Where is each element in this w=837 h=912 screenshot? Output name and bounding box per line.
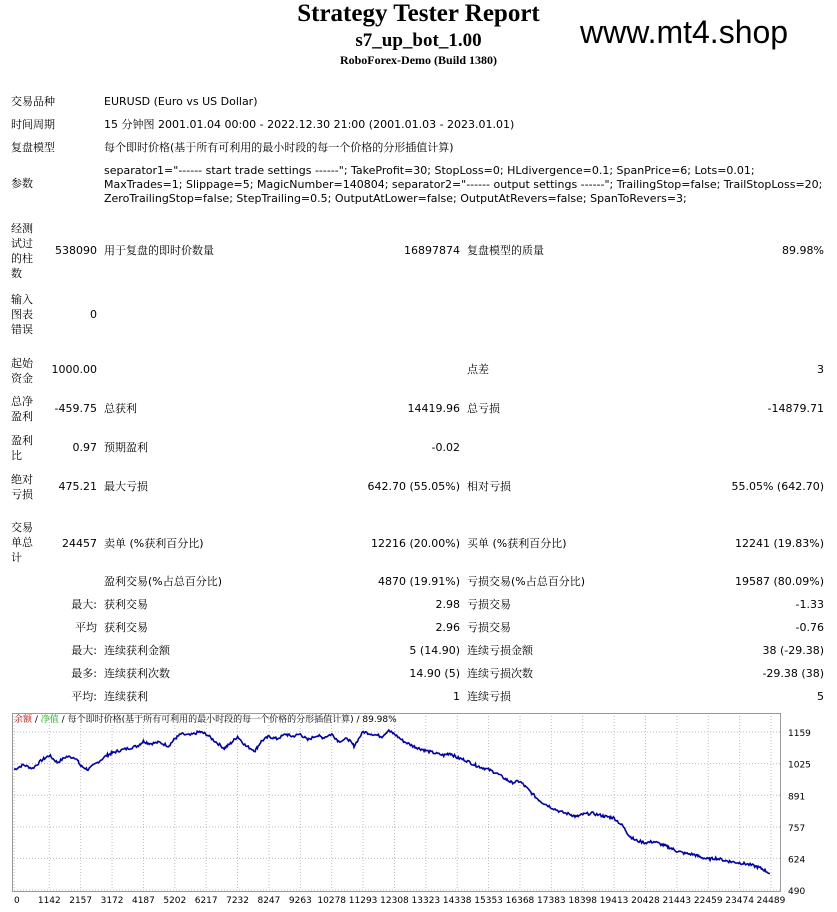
gross-loss-value: -14879.71 [767, 402, 824, 415]
legend-model: 每个即时价格(基于所有可利用的最小时段的每一个价格的分形插值计算) [67, 715, 354, 725]
x-tick-label: 12308 [380, 896, 409, 906]
long-trades-label: 买单 (%获利百分比) [467, 537, 567, 550]
spread-label: 点差 [467, 363, 489, 376]
short-trades-value: 12216 (20.00%) [370, 537, 460, 550]
avg-consec-losses-value: 5 [817, 690, 824, 703]
ticks-value: 16897874 [404, 244, 460, 257]
y-tick-label: 891 [788, 792, 806, 803]
average-profit-label: 获利交易 [104, 621, 148, 634]
max-consec-losses-value: 38 (-29.38) [762, 644, 824, 657]
symbol-label: 交易品种 [11, 95, 55, 108]
gross-profit-label: 总获利 [104, 402, 137, 415]
largest-profit-label: 获利交易 [104, 598, 148, 611]
net-profit-label: 总净盈利 [11, 395, 33, 423]
server-name: RoboForex-Demo (Build 1380) [339, 53, 498, 67]
y-tick-label: 1025 [788, 760, 811, 771]
x-tick-label: 23474 [725, 896, 754, 906]
report-title: Strategy Tester Report [297, 0, 540, 27]
y-tick-label: 1159 [788, 729, 811, 739]
long-trades-value: 12241 (19.83%) [734, 537, 824, 550]
params-label: 参数 [11, 177, 33, 190]
period-label: 时间周期 [11, 118, 55, 131]
loss-trades-label: 亏损交易(%占总百分比) [467, 575, 586, 588]
balance-chart-frame [12, 713, 781, 892]
largest-loss-value: -1.33 [795, 598, 824, 611]
total-trades-value: 24457 [62, 537, 97, 550]
avg-consec-wins-value: 1 [453, 690, 460, 703]
x-tick-label: 9263 [288, 896, 312, 906]
average-loss-label: 亏损交易 [467, 621, 511, 634]
x-tick-label: 13323 [411, 896, 441, 906]
x-tick-label: 14338 [442, 896, 472, 906]
rel-drawdown-label: 相对亏损 [467, 480, 511, 493]
x-tick-label: 16368 [505, 896, 535, 906]
x-tick-label: 4187 [131, 896, 155, 906]
average-profit-value: 2.96 [435, 621, 460, 634]
profit-factor-label: 盈利比 [11, 434, 33, 462]
max-consec-losses-label: 连续亏损金额 [467, 644, 533, 657]
watermark-text: www.mt4.shop [580, 14, 789, 50]
most-consec-prefix: 最多: [71, 667, 97, 680]
max-drawdown-value: 642.70 (55.05%) [367, 480, 460, 493]
avg-consec-wins-label: 连续获利 [104, 690, 148, 703]
bars-value: 538090 [55, 244, 97, 257]
x-tick-label: 0 [14, 896, 20, 906]
short-trades-label: 卖单 (%获利百分比) [104, 537, 204, 550]
model-value: 每个即时价格(基于所有可利用的最小时段的每一个价格的分形插值计算) [104, 141, 454, 154]
total-trades-label: 交易单总计 [11, 521, 33, 564]
x-tick-label: 11293 [348, 896, 378, 906]
legend-equity: 净值 [40, 715, 59, 725]
quality-label: 复盘模型的质量 [467, 244, 544, 257]
x-tick-label: 10278 [317, 896, 347, 906]
max-consec-wins-value: 5 (14.90) [409, 644, 460, 657]
legend-balance: 余额 [14, 715, 33, 725]
x-tick-label: 15353 [474, 896, 503, 906]
errors-label: 输入图表错误 [11, 293, 33, 336]
x-tick-label: 3172 [100, 896, 124, 906]
y-tick-label: 624 [788, 855, 806, 866]
x-tick-label: 20428 [631, 896, 660, 906]
errors-value: 0 [90, 308, 97, 321]
most-consec-profit-value: 14.90 (5) [409, 667, 460, 680]
profit-factor-value: 0.97 [72, 441, 97, 454]
legend-sep: / [58, 715, 68, 725]
gross-loss-label: 总亏损 [467, 402, 500, 415]
legend-quality: 89.98% [362, 715, 397, 725]
max-drawdown-label: 最大亏损 [104, 480, 148, 493]
average-loss-value: -0.76 [795, 621, 824, 634]
y-tick-label: 757 [788, 823, 806, 834]
largest-profit-value: 2.98 [435, 598, 460, 611]
x-tick-label: 7232 [226, 896, 250, 906]
chart-legend [14, 714, 397, 726]
symbol-value: EURUSD (Euro vs US Dollar) [104, 95, 258, 108]
x-tick-label: 21443 [662, 896, 692, 906]
x-tick-label: 24489 [756, 896, 786, 906]
model-label: 复盘模型 [11, 141, 55, 154]
deposit-label: 起始资金 [11, 357, 33, 385]
y-tick-label: 490 [788, 887, 806, 897]
largest-prefix: 最大: [71, 598, 97, 611]
ea-name: s7_up_bot_1.00 [355, 30, 482, 51]
legend-sep: / [353, 715, 363, 725]
ticks-label: 用于复盘的即时价数量 [104, 244, 214, 257]
most-consec-loss-label: 连续亏损次数 [467, 667, 533, 680]
rel-drawdown-value: 55.05% (642.70) [731, 480, 824, 493]
payoff-value: -0.02 [431, 441, 460, 454]
payoff-label: 预期盈利 [104, 441, 148, 454]
x-tick-label: 19413 [599, 896, 629, 906]
most-consec-profit-label: 连续获利次数 [104, 667, 170, 680]
x-tick-label: 2157 [69, 896, 93, 906]
x-tick-label: 1142 [37, 896, 61, 906]
loss-trades-value: 19587 (80.09%) [734, 575, 824, 588]
x-tick-label: 8247 [257, 896, 281, 906]
x-tick-label: 5202 [163, 896, 187, 906]
profit-trades-value: 4870 (19.91%) [377, 575, 460, 588]
gross-profit-value: 14419.96 [407, 402, 460, 415]
max-consec-prefix: 最大: [71, 644, 97, 657]
most-consec-loss-value: -29.38 (38) [762, 667, 824, 680]
x-tick-label: 22459 [693, 896, 723, 906]
largest-loss-label: 亏损交易 [467, 598, 511, 611]
legend-sep: / [32, 715, 41, 725]
profit-trades-label: 盈利交易(%占总百分比) [104, 575, 223, 588]
abs-drawdown-value: 475.21 [58, 480, 97, 493]
period-value: 15 分钟图 2001.01.04 00:00 - 2022.12.30 21:00 (2001.01.03 - 2023.01.01) [104, 118, 515, 131]
max-consec-wins-label: 连续获利金额 [104, 644, 170, 657]
x-tick-label: 18398 [568, 896, 598, 906]
avg-consec-prefix: 平均: [71, 690, 97, 703]
bars-label: 经测试过的柱数 [11, 222, 33, 280]
avg-consec-losses-label: 连续亏损 [467, 690, 511, 703]
abs-drawdown-label: 绝对亏损 [11, 473, 33, 501]
spread-value: 3 [817, 363, 824, 376]
x-tick-label: 17383 [537, 896, 566, 906]
params-value: separator1="------ start trade settings ------"; TakeProfit=30; StopLoss=0; HLdivergence=0.1; SpanPrice=6; Lots=0.01; MaxTrades=1; Slippage=5; MagicNumber=140804; separator2="------ output settings ------"; TrailingStop=false; TrailStopLoss=20; ZeroTrailingStop=false; StepTrailing=0.5; OutputAtLower=false; OutputAtRevers=false; SpanToRevers=3; [104, 164, 823, 205]
x-tick-label: 6217 [194, 896, 218, 906]
deposit-value: 1000.00 [51, 363, 97, 376]
quality-value: 89.98% [782, 244, 824, 257]
net-profit-value: -459.75 [54, 402, 97, 415]
average-prefix: 平均 [75, 621, 97, 634]
